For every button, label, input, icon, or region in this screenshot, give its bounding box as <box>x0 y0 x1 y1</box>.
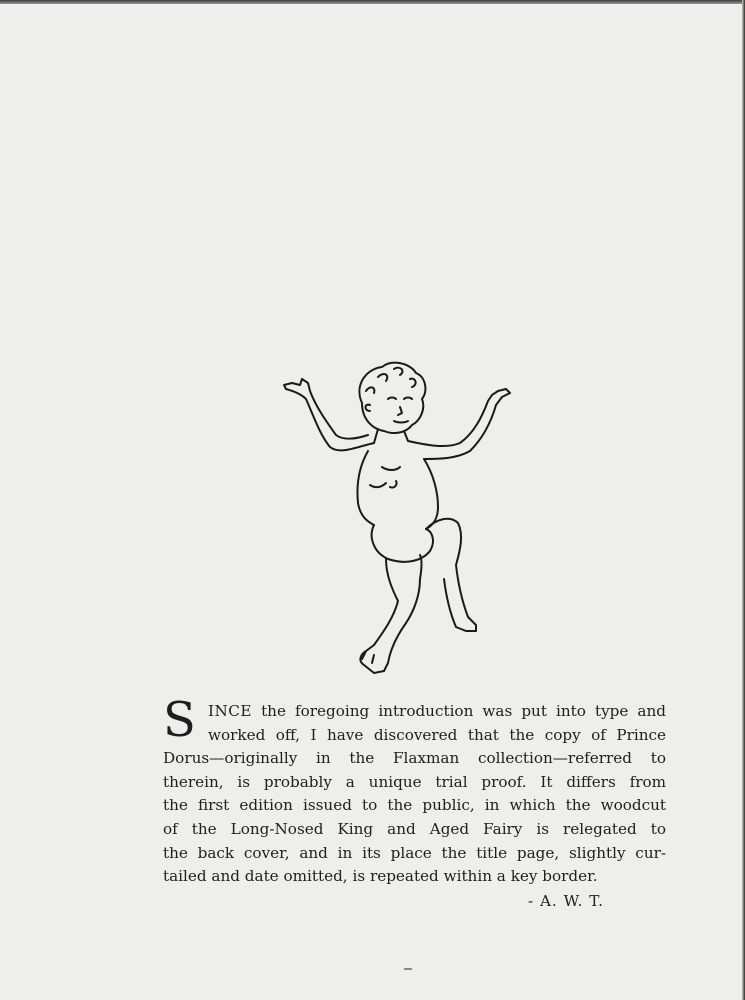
page-top-edge <box>0 0 745 4</box>
note-line-7: the back cover, and in its place the title page, slightly cur- <box>163 843 666 862</box>
note-line-6: of the Long-Nosed King and Aged Fairy is relegated to <box>163 819 666 838</box>
cherub-illustration-icon <box>270 355 520 685</box>
note-line-2: worked off, I have discovered that the copy of Prince <box>208 725 666 744</box>
note-line-4: therein, is probably a unique trial proof. It differs from <box>163 772 666 791</box>
drop-cap: S <box>163 692 196 748</box>
author-signature: - A. W. T. <box>528 892 604 910</box>
page-mark <box>404 968 412 970</box>
editorial-note <box>163 692 666 889</box>
lead-word: INCE <box>208 702 252 720</box>
note-line-1-text: the foregoing introduction was put into type and <box>252 702 666 720</box>
note-line-1 <box>163 700 666 724</box>
note-line-3: Dorus—originally in the Flaxman collection—referred to <box>163 749 666 768</box>
note-line-8: tailed and date omitted, is repeated within a key border. <box>163 867 598 886</box>
note-line-5: the first edition issued to the public, in which the woodcut <box>163 796 666 815</box>
